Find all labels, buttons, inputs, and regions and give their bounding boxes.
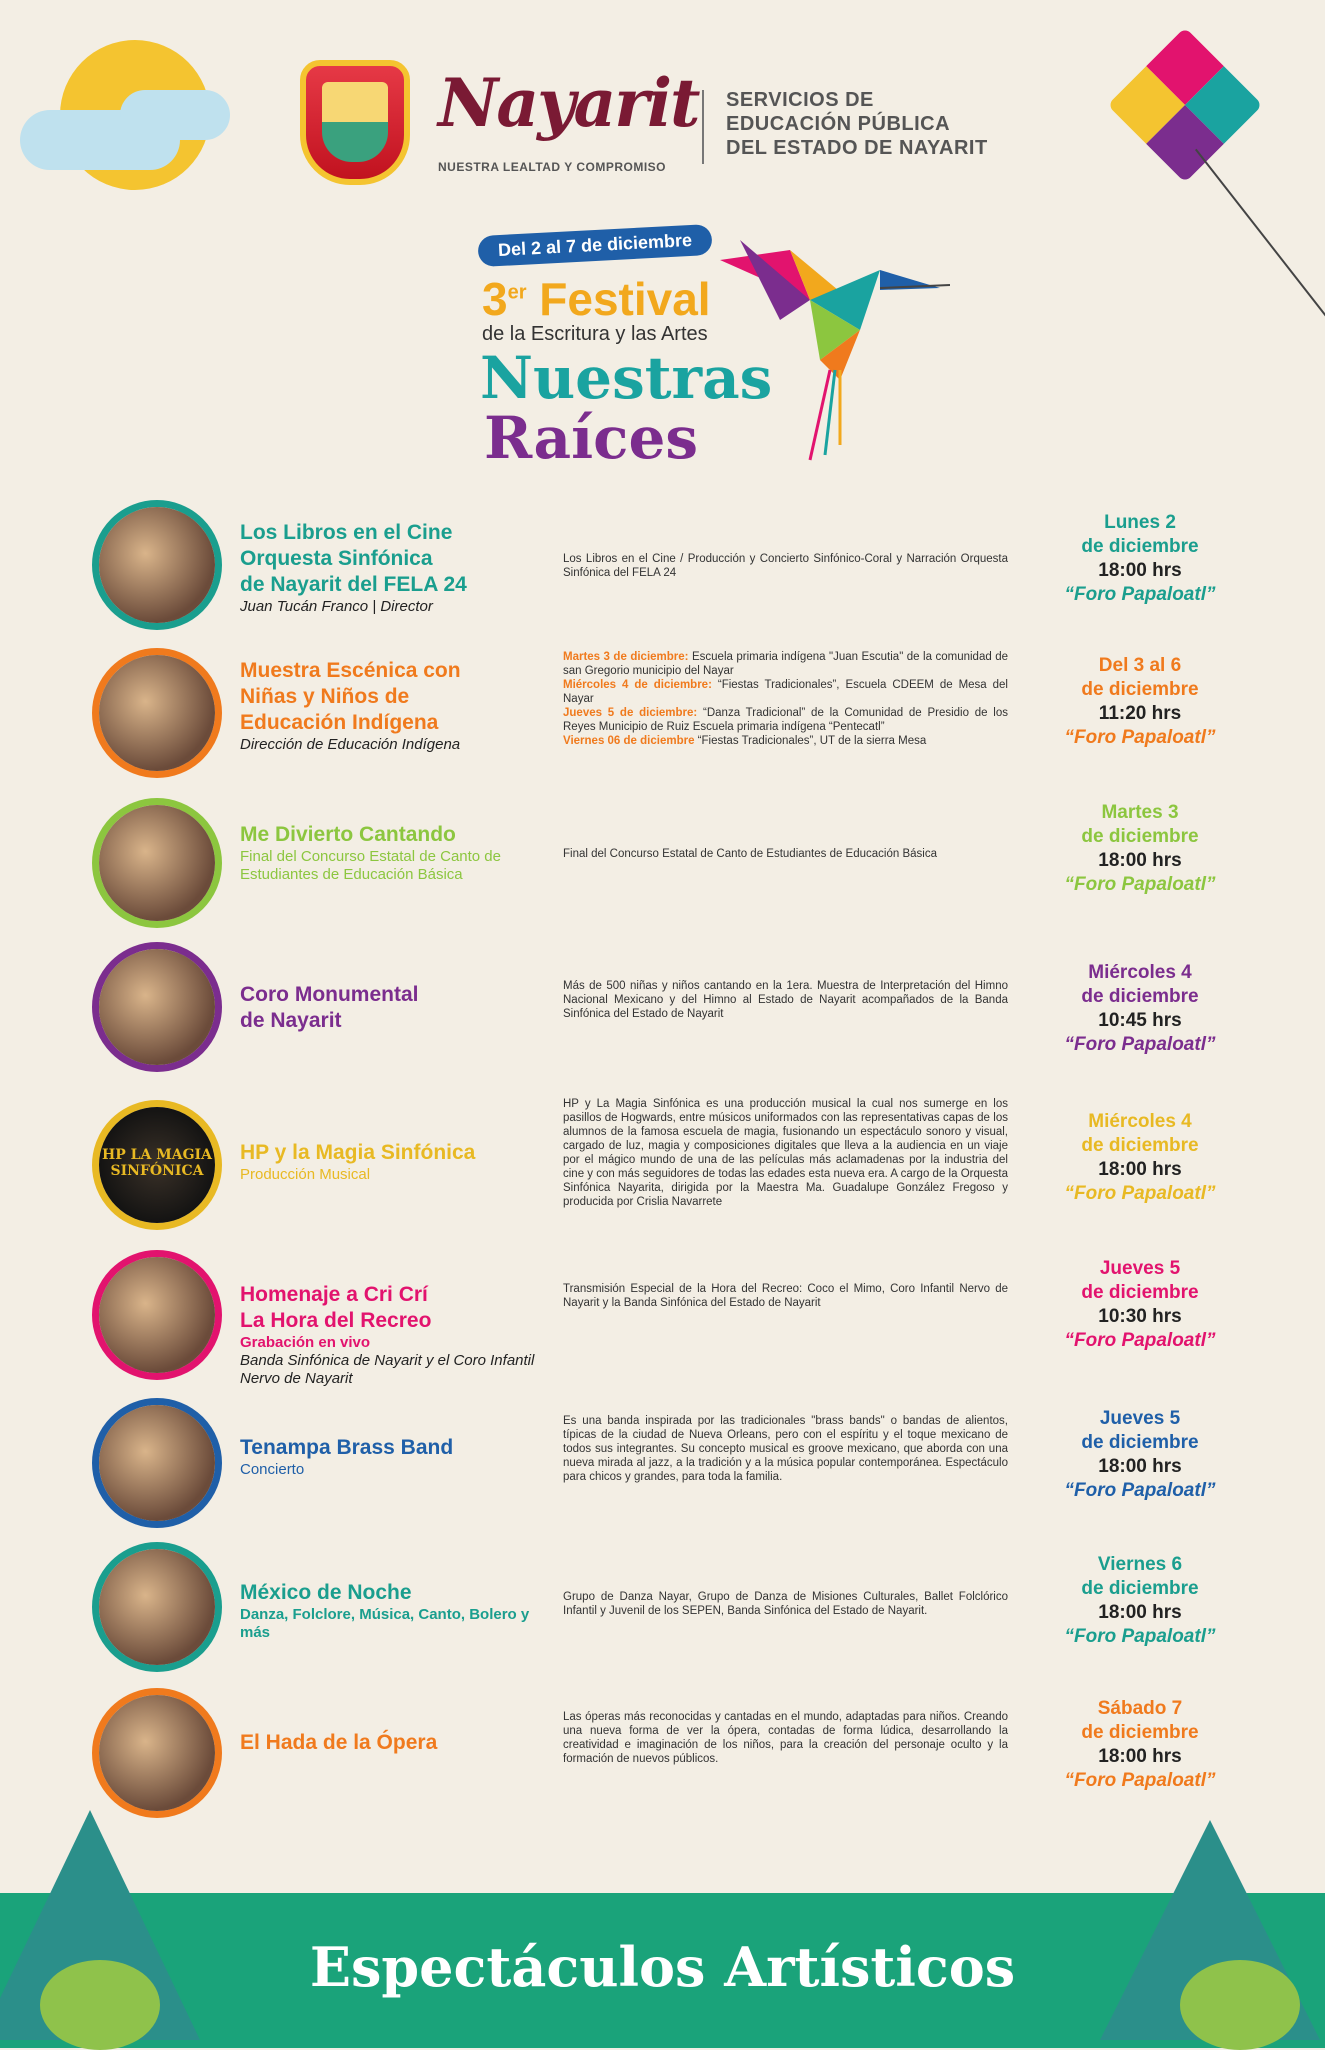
event-photo-image: [99, 655, 215, 771]
event-photo: [92, 1542, 222, 1672]
event-title: [240, 822, 540, 884]
event-photo: [92, 798, 222, 928]
event-title-line: HP y la Magia Sinfónica: [240, 1141, 476, 1164]
nayarit-coat-of-arms-icon: [300, 60, 410, 185]
event-schedule: [1040, 654, 1240, 750]
event-photo-label: HP LA MAGIA SINFÓNICA: [102, 1147, 212, 1179]
hummingbird-icon: [720, 230, 950, 470]
event-title-line: Tenampa Brass Band: [240, 1436, 454, 1459]
event-schedule: [1040, 1257, 1240, 1353]
event-title: [240, 982, 540, 1034]
event-description-text: “Fiestas Tradicionales”, Escuela CDEEM de Mesa del Nayar: [563, 679, 1008, 705]
event-title-line: Muestra Escénica con: [240, 659, 461, 682]
kite-string: [1195, 149, 1325, 331]
event-day: Miércoles 4: [1088, 962, 1192, 983]
kite-icon: [1107, 27, 1263, 183]
event-description: Transmisión Especial de la Hora del Recreo: Coco el Mimo, Coro Infantil Nervo de Nayarit y la Banda Sinfónica del Estado de Nayarit: [563, 1283, 1008, 1309]
event-time: 18:00 hrs: [1098, 1746, 1182, 1767]
event-photo: [92, 1688, 222, 1818]
event-description: Las óperas más reconocidas y cantadas en el mundo, adaptadas para niños. Creando una nueva forma de ver la ópera, contadas de forma lúdica, desarrollando la creatividad e imaginación de los niños, para la creación del personaje oculto y la formación de nuevos públicos.: [563, 1711, 1008, 1765]
event-title-line: de Nayarit: [240, 1009, 342, 1032]
event-description-date: Martes 3 de diciembre:: [563, 651, 689, 663]
event-photo: [92, 942, 222, 1072]
event-director: Juan Tucán Franco | Director: [240, 598, 433, 615]
event-title-line: Coro Monumental: [240, 983, 419, 1006]
event-time: 10:45 hrs: [1098, 1010, 1182, 1031]
event-month: de diciembre: [1081, 679, 1199, 700]
event-description: Grupo de Danza Nayar, Grupo de Danza de Misiones Culturales, Ballet Folclórico Infantil y Juvenil de los SEPEN, Banda Sinfónica del Estado de Nayarit.: [563, 1591, 1008, 1617]
event-subtitle: Concierto: [240, 1461, 305, 1478]
event-venue: “Foro Papaloatl”: [1064, 1183, 1216, 1204]
dependency-name: SERVICIOS DE EDUCACIÓN PÚBLICA DEL ESTADO DE NAYARIT: [726, 89, 988, 159]
event-title-line: de Nayarit del FELA 24: [240, 573, 467, 596]
event-venue: “Foro Papaloatl”: [1064, 727, 1216, 748]
festival-title: 3er Festival: [482, 273, 711, 325]
event-description-text: “Danza Tradicional” de la Comunidad de Presidio de los Reyes Municipio de Ruiz Escuela primaria indígena “Pentecatl”: [563, 707, 1008, 733]
event-description: HP y La Magia Sinfónica es una producción musical la cual nos sumerge en los pasillos de Hogwards, entre músicos uniformados con las representativas capas de los alumnos de la famosa escuela de magia, fusionando un espectáculo sonoro y visual, cargado de luz, magia y composiciones digitales que lleva a la audiencia en un viaje por el mágico mundo de una de las películas más aclamadenas por la industria del cine y con más seguidores de todas las edades esta nueva era. A cargo de la Orquesta Sinfónica Nayarita, dirigida por la Maestra Ma. Guadalupe González Fregoso y producida por Crislia Navarrete: [563, 1098, 1008, 1208]
event-photo: [92, 1250, 222, 1380]
event-description-text: “Fiestas Tradicionales”, UT de la sierra Mesa: [694, 735, 927, 747]
event-photo-image: [99, 1695, 215, 1811]
event-title-line: Me Divierto Cantando: [240, 823, 456, 846]
event-day: Martes 3: [1101, 802, 1179, 823]
event-schedule: [1040, 511, 1240, 607]
event-day: Jueves 5: [1099, 1408, 1181, 1429]
event-description: Los Libros en el Cine / Producción y Concierto Sinfónico-Coral y Narración Orquesta Sinfónica del FELA 24: [563, 553, 1008, 579]
event-title: [240, 1435, 540, 1479]
event-day: Lunes 2: [1104, 512, 1176, 533]
event-description: Final del Concurso Estatal de Canto de Estudiantes de Educación Básica: [563, 848, 937, 860]
event-description-date: Viernes 06 de diciembre: [563, 735, 695, 747]
event-day: Sábado 7: [1097, 1698, 1183, 1719]
event-month: de diciembre: [1081, 1722, 1199, 1743]
event-month: de diciembre: [1081, 1432, 1199, 1453]
event-time: 18:00 hrs: [1098, 850, 1182, 871]
event-description-date: Miércoles 4 de diciembre:: [563, 679, 712, 691]
festival-name-line2: Raíces: [484, 404, 699, 472]
event-description: Es una banda inspirada por las tradicionales "brass bands" o bandas de alientos, típicas de la ciudad de Nueva Orleans, pero con el espíritu y el toque mexicano de todos sus integrantes. Su concepto musical es groove mexicano, que aborda con una nueva mirada al jazz, a la tradición y a la música popular contemporánea. Espectáculo para chicos y grandes, para toda la familia.: [563, 1415, 1008, 1483]
event-title-line: Los Libros en el Cine: [240, 521, 453, 544]
header-divider: [702, 90, 704, 164]
event-photo: [92, 1100, 222, 1230]
event-subtitle: Grabación en vivo: [240, 1334, 371, 1351]
event-title-line: La Hora del Recreo: [240, 1309, 432, 1332]
event-description-text: Escuela primaria indígena "Juan Escutia" de la comunidad de san Gregorio municipio del Nayar: [563, 651, 1009, 677]
event-month: de diciembre: [1081, 536, 1199, 557]
event-description-date: Jueves 5 de diciembre:: [563, 707, 698, 719]
brand-wordmark: Nayarit: [438, 64, 699, 142]
event-day: Jueves 5: [1099, 1258, 1181, 1279]
event-description-item: [563, 650, 1008, 678]
event-photo-image: [99, 507, 215, 623]
cloud-decoration: [120, 90, 230, 140]
event-title: [240, 520, 540, 616]
event-photo-image: [99, 949, 215, 1065]
event-description: Más de 500 niñas y niños cantando en la 1era. Muestra de Interpretación del Himno Nacional Mexicano y del Himno al Estado de Nayarit acompañados de la Banda Sinfónica del Estado de Nayarit: [563, 980, 1008, 1020]
event-title-line: El Hada de la Ópera: [240, 1731, 438, 1754]
event-director: Banda Sinfónica de Nayarit y el Coro Infantil Nervo de Nayarit: [240, 1352, 535, 1387]
event-time: 18:00 hrs: [1098, 560, 1182, 581]
event-schedule: [1040, 961, 1240, 1057]
event-title-line: Educación Indígena: [240, 711, 439, 734]
event-photo-image: [99, 1257, 215, 1373]
event-title-line: Homenaje a Cri Crí: [240, 1283, 428, 1306]
event-description-item: [563, 734, 1008, 748]
event-month: de diciembre: [1081, 1578, 1199, 1599]
event-venue: “Foro Papaloatl”: [1064, 1480, 1216, 1501]
event-description-item: [563, 678, 1008, 706]
event-title: [240, 1730, 540, 1756]
event-schedule: [1040, 1697, 1240, 1793]
event-day: Viernes 6: [1097, 1554, 1183, 1575]
festival-name-line1: Nuestras: [480, 344, 773, 412]
event-title: [240, 658, 540, 754]
festival-dates-badge: Del 2 al 7 de diciembre: [477, 224, 712, 267]
event-director: Dirección de Educación Indígena: [240, 736, 461, 753]
event-day: Del 3 al 6: [1098, 655, 1182, 676]
event-title-line: Niñas y Niños de: [240, 685, 410, 708]
event-title: [240, 1282, 540, 1388]
event-photo-image: [99, 805, 215, 921]
event-venue: “Foro Papaloatl”: [1064, 1330, 1216, 1351]
event-month: de diciembre: [1081, 826, 1199, 847]
event-title: [240, 1140, 540, 1184]
event-photo: [92, 648, 222, 778]
event-time: 18:00 hrs: [1098, 1456, 1182, 1477]
event-schedule: [1040, 801, 1240, 897]
event-time: 11:20 hrs: [1098, 703, 1182, 724]
event-subtitle: Final del Concurso Estatal de Canto de Estudiantes de Educación Básica: [240, 848, 501, 883]
event-month: de diciembre: [1081, 1135, 1199, 1156]
event-subtitle: Producción Musical: [240, 1166, 371, 1183]
event-schedule: [1040, 1553, 1240, 1649]
event-venue: “Foro Papaloatl”: [1064, 1770, 1216, 1791]
event-month: de diciembre: [1081, 1282, 1199, 1303]
event-venue: “Foro Papaloatl”: [1064, 874, 1216, 895]
footer-title: Espectáculos Artísticos: [309, 1935, 1016, 1999]
event-venue: “Foro Papaloatl”: [1064, 584, 1216, 605]
event-photo: [92, 1398, 222, 1528]
event-time: 18:00 hrs: [1098, 1602, 1182, 1623]
event-venue: “Foro Papaloatl”: [1064, 1034, 1216, 1055]
event-schedule: [1040, 1110, 1240, 1206]
event-description: [563, 650, 1008, 748]
event-photo-image: [99, 1549, 215, 1665]
event-title-line: Orquesta Sinfónica: [240, 547, 433, 570]
event-month: de diciembre: [1081, 986, 1199, 1007]
brand-slogan: NUESTRA LEALTAD Y COMPROMISO: [438, 160, 667, 174]
event-subtitle: Danza, Folclore, Música, Canto, Bolero y más: [240, 1606, 530, 1641]
event-time: 18:00 hrs: [1098, 1159, 1182, 1180]
event-photo-image: [99, 1405, 215, 1521]
event-title-line: México de Noche: [240, 1581, 412, 1604]
event-title: [240, 1580, 540, 1642]
event-time: 10:30 hrs: [1098, 1306, 1182, 1327]
event-photo: [92, 500, 222, 630]
event-day: Miércoles 4: [1088, 1111, 1192, 1132]
event-venue: “Foro Papaloatl”: [1064, 1626, 1216, 1647]
event-schedule: [1040, 1407, 1240, 1503]
festival-subtitle: de la Escritura y las Artes: [482, 323, 708, 345]
event-description-item: [563, 706, 1008, 734]
